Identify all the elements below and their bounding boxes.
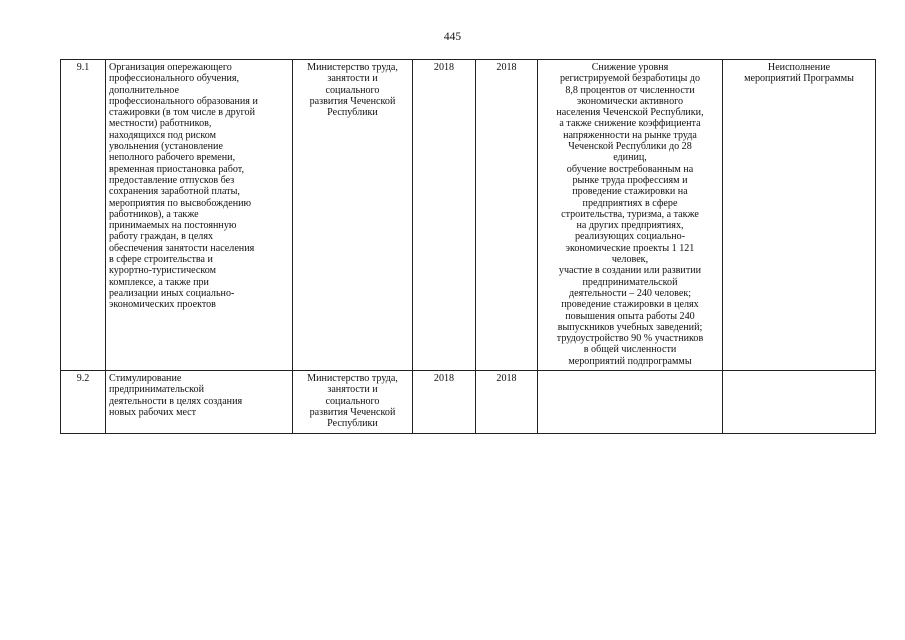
text-line: деятельности – 240 человек; (568, 287, 692, 299)
text-line: Снижение уровня (591, 62, 669, 73)
text-line: работников), а также (109, 208, 199, 220)
measure-name (106, 60, 293, 371)
text-line: Республики (327, 107, 378, 119)
page-number: 445 (443, 31, 462, 43)
text-line: Неисполнение (767, 62, 831, 73)
text-line: комплексе, а также при (109, 276, 209, 288)
text-line: работу граждан, в целях (109, 231, 214, 243)
text-line: 8,8 процентов от численности (565, 84, 695, 96)
risk-consequence (723, 60, 876, 371)
expected-result (538, 371, 723, 433)
text-line: участие в создании или развитии (558, 265, 702, 277)
end-year: 2018 (476, 60, 538, 371)
text-line: экономически активного (576, 95, 684, 107)
text-line: предпринимательской (109, 384, 204, 396)
text-line: мероприятий Программы (744, 73, 854, 85)
measure-name (106, 371, 293, 433)
text-line: регистрируемой безработицы до (559, 73, 701, 85)
text-line: мероприятия по высвобождению (109, 197, 252, 209)
end-year: 2018 (476, 371, 538, 433)
text-line: Министерство труда, (307, 62, 398, 73)
text-line: местности) работников, (109, 118, 212, 130)
text-line: реализующих социально- (574, 231, 686, 243)
text-line: на других предприятиях, (576, 220, 684, 232)
row-number: 9.1 (61, 60, 106, 371)
text-line: предоставление отпусков без (109, 174, 235, 186)
program-measures-table (60, 59, 876, 434)
text-line: профессионального обучения, (109, 73, 240, 85)
risk-consequence (723, 371, 876, 433)
text-line: в общей численности (583, 344, 677, 356)
text-line: принимаемых на постоянную (109, 220, 237, 232)
text-line: находящихся под риском (109, 129, 217, 141)
text-line: Чеченской Республики до 28 (568, 141, 692, 153)
text-line: занятости и (327, 73, 378, 85)
text-line: напряженности на рынке труда (563, 129, 697, 141)
text-line: Стимулирование (109, 373, 182, 385)
text-line: реализации иных социально- (109, 287, 235, 299)
text-line: мероприятий подпрограммы (568, 355, 692, 367)
text-line: населения Чеченской Республики, (556, 107, 704, 119)
text-line: трудоустройство 90 % участников (556, 333, 704, 345)
text-line: социального (325, 395, 380, 407)
text-line: обучение востребованным на (566, 163, 694, 175)
start-year: 2018 (413, 60, 476, 371)
text-line: экономические проекты 1 121 (565, 242, 695, 254)
text-line: человек, (611, 254, 649, 266)
text-line: предприятиях в сфере (582, 197, 678, 209)
text-line: выпускников учебных заведений; (557, 321, 703, 333)
text-line: проведение стажировки на (572, 186, 688, 198)
text-line: обеспечения занятости населения (109, 242, 255, 254)
table-row (61, 371, 876, 433)
text-line: социального (325, 84, 380, 96)
text-line: экономических проектов (109, 299, 216, 311)
text-line: развития Чеченской (309, 406, 396, 418)
responsible-executor (293, 371, 413, 433)
text-line: Республики (327, 418, 378, 430)
text-line: в сфере строительства и (109, 254, 213, 266)
text-line: сохранения заработной платы, (109, 186, 240, 198)
text-line: строительства, туризма, а также (561, 208, 699, 220)
expected-result (538, 60, 723, 371)
row-number: 9.2 (61, 371, 106, 433)
text-line: дополнительное (109, 84, 179, 96)
text-line: стажировки (в том числе в другой (109, 107, 255, 119)
start-year: 2018 (413, 371, 476, 433)
text-line: профессионального образования и (109, 95, 258, 107)
responsible-executor (293, 60, 413, 371)
text-line: новых рабочих мест (109, 406, 197, 418)
text-line: увольнения (установление (109, 141, 223, 153)
text-line: Министерство труда, (307, 373, 398, 385)
text-line: неполного рабочего времени, (109, 152, 236, 164)
text-line: деятельности в целях создания (109, 395, 243, 407)
text-line: курортно-туристическом (109, 265, 217, 277)
text-line: развития Чеченской (309, 95, 396, 107)
text-line: повышения опыта работы 240 (565, 310, 695, 322)
text-line: рынке труда профессиям и (572, 174, 688, 186)
text-line: занятости и (327, 384, 378, 396)
text-line: Организация опережающего (109, 62, 232, 73)
text-line: проведение стажировки в целях (561, 299, 699, 311)
table-row (61, 60, 876, 371)
text-line: предпринимательской (582, 276, 678, 288)
text-line: временная приостановка работ, (109, 163, 244, 175)
text-line: единиц, (613, 152, 647, 164)
text-line: а также снижение коэффициента (559, 118, 701, 130)
